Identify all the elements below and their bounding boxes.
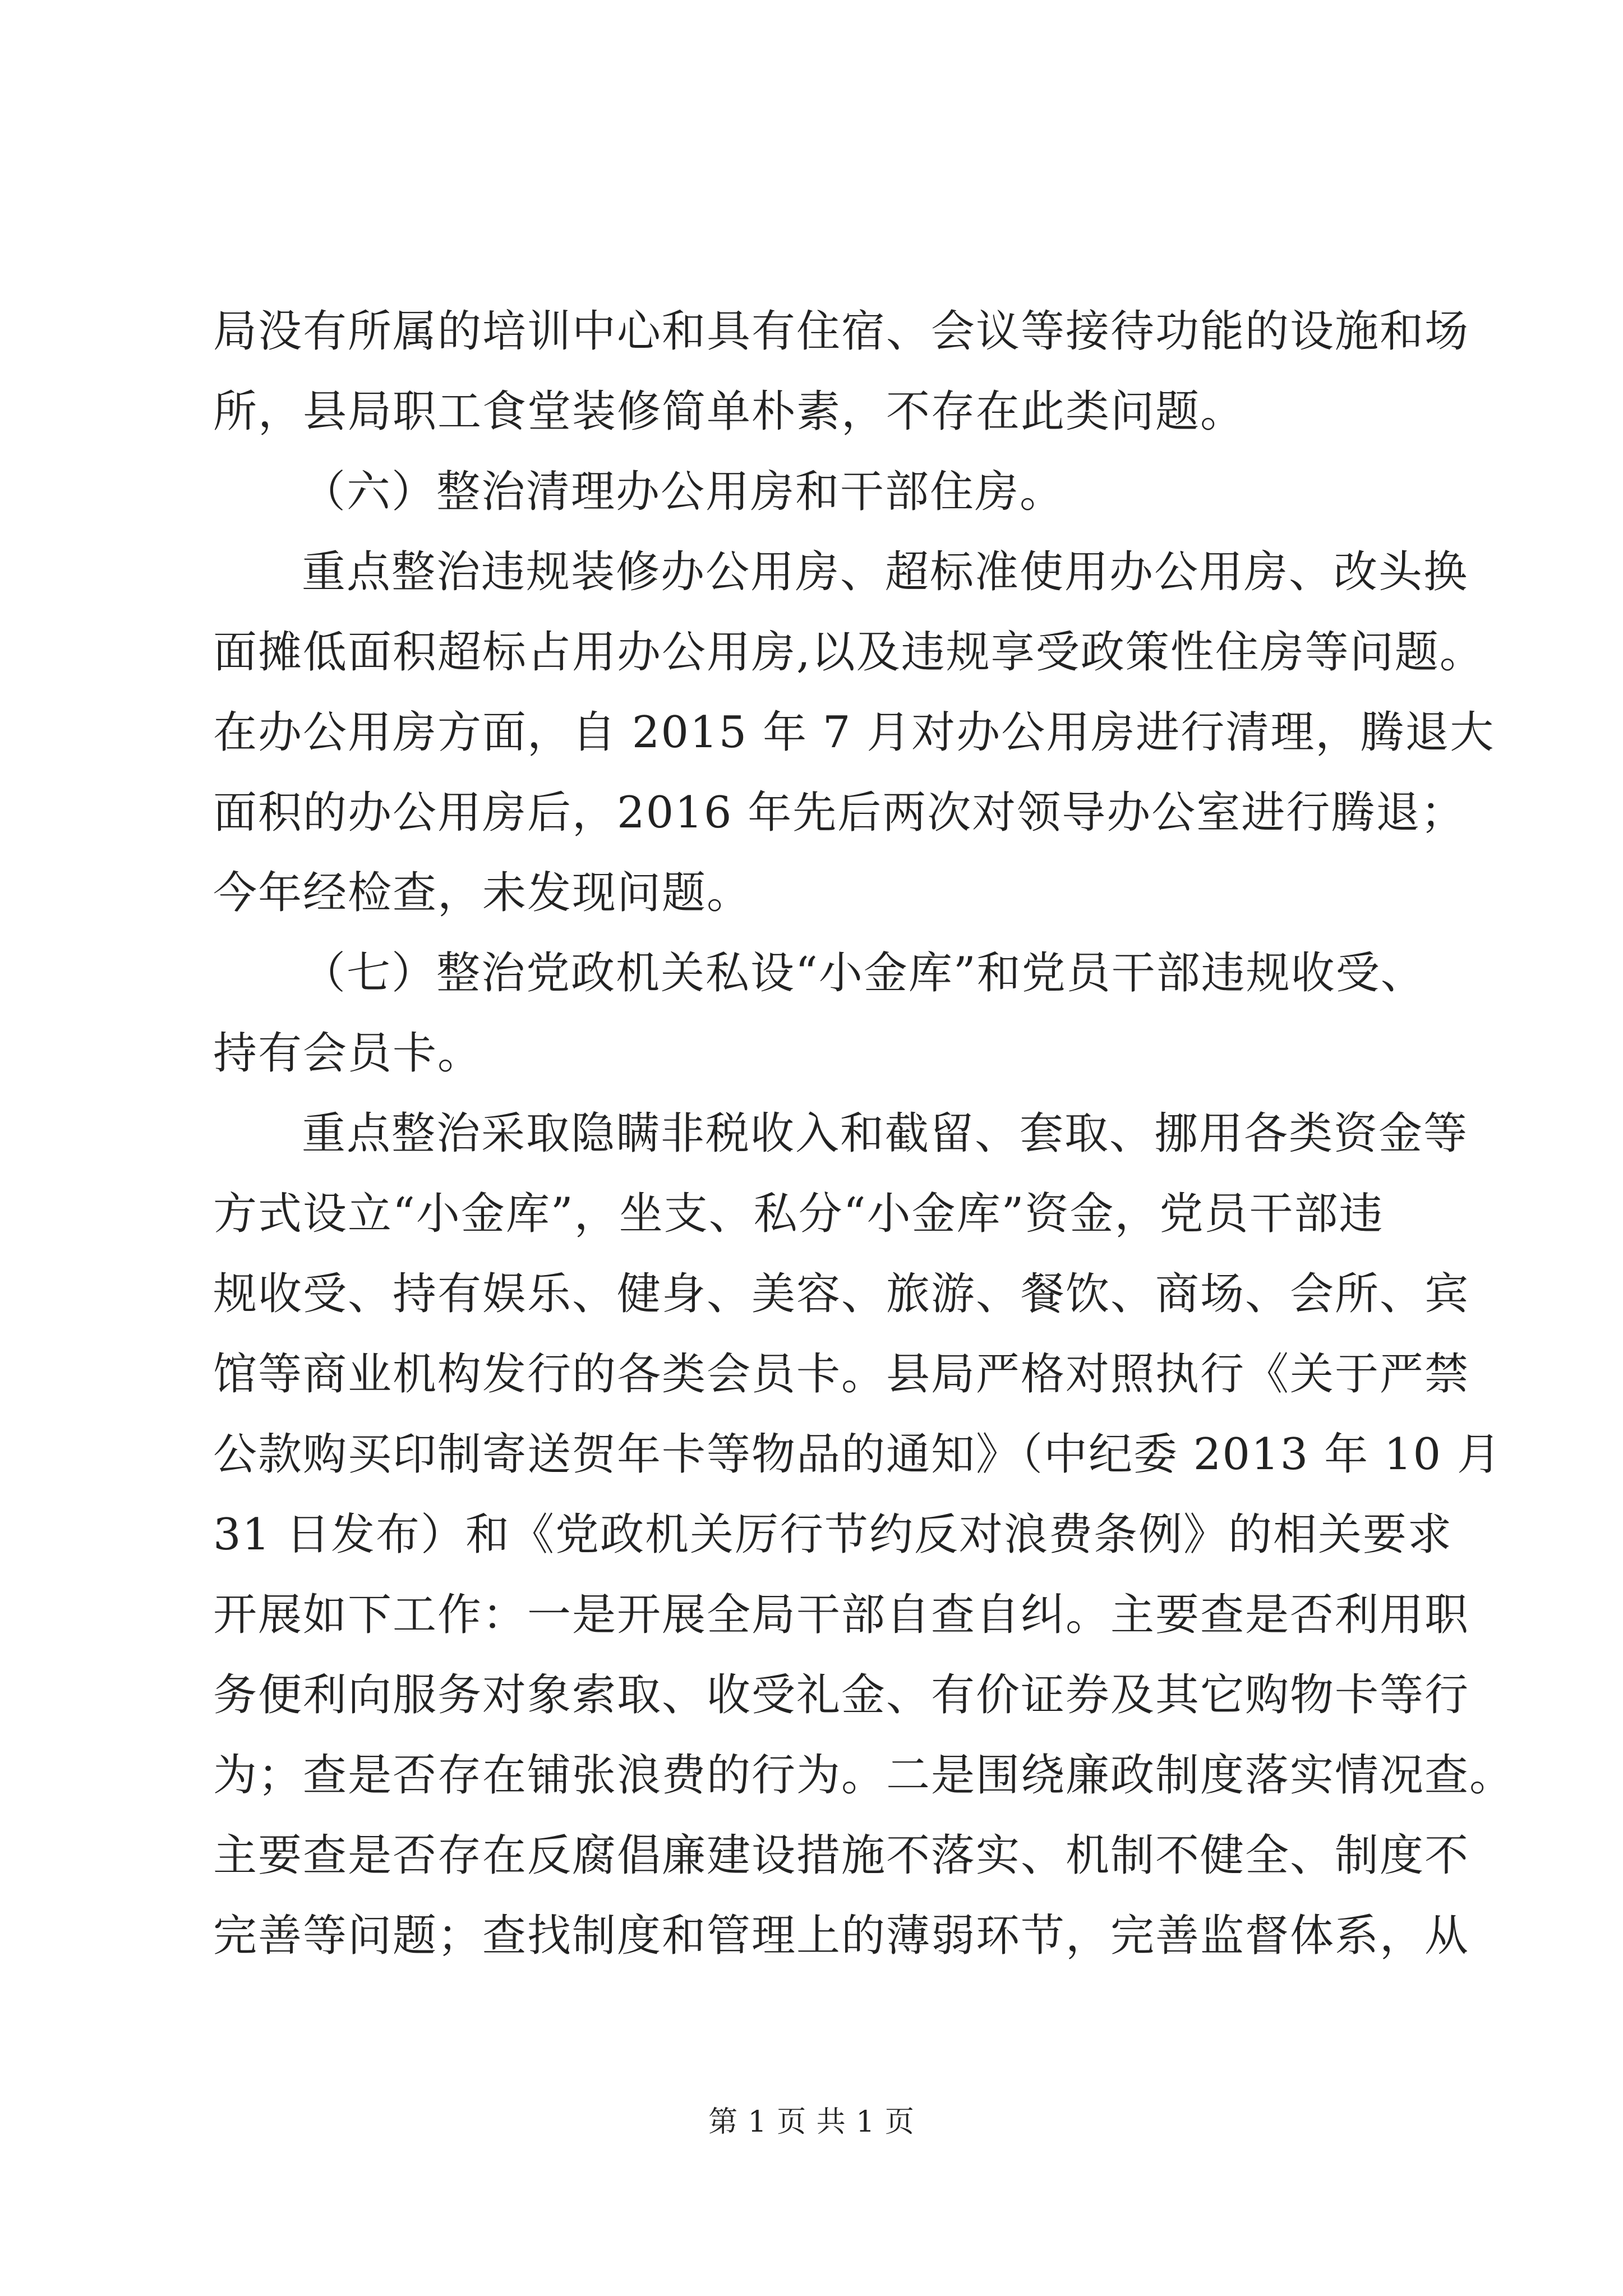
section-heading: （七）整治党政机关私设“小金库”和党员干部违规收受、 xyxy=(302,948,1426,999)
section-heading: （六）整治清理办公用房和干部住房。 xyxy=(302,467,1065,517)
body-line: 31 日发布）和《党政机关厉行节约反对浪费条例》的相关要求 xyxy=(213,1510,1453,1560)
body-line: 重点整治违规装修办公用房、超标准使用办公用房、改头换 xyxy=(302,547,1469,597)
body-line: 公款购买印制寄送贺年卡等物品的通知》（中纪委 2013 年 10 月 xyxy=(213,1429,1502,1480)
body-line: 重点整治采取隐瞒非税收入和截留、套取、挪用各类资金等 xyxy=(302,1108,1469,1159)
body-line: 方式设立“小金库”，坐支、私分“小金库”资金，党员干部违 xyxy=(213,1189,1384,1239)
body-line: 面摊低面积超标占用办公用房,以及违规享受政策性住房等问题。 xyxy=(213,627,1484,678)
section-heading-continued: 持有会员卡。 xyxy=(213,1028,483,1079)
body-line: 开展如下工作：一是开展全局干部自查自纠。主要查是否利用职 xyxy=(213,1590,1470,1640)
body-line: 所，县局职工食堂装修简单朴素，不存在此类问题。 xyxy=(213,386,1246,437)
body-line: 为；查是否存在铺张浪费的行为。二是围绕廉政制度落实情况查。 xyxy=(213,1750,1515,1801)
body-line: 今年经检查，未发现问题。 xyxy=(213,868,752,918)
body-line: 完善等问题；查找制度和管理上的薄弱环节，完善监督体系，从 xyxy=(213,1911,1470,1961)
body-line: 在办公用房方面，自 2015 年 7 月对办公用房进行清理，腾退大 xyxy=(213,707,1495,758)
body-line: 务便利向服务对象索取、收受礼金、有价证券及其它购物卡等行 xyxy=(213,1670,1470,1720)
body-line: 局没有所属的培训中心和具有住宿、会议等接待功能的设施和场 xyxy=(213,306,1470,357)
body-line: 面积的办公用房后，2016 年先后两次对领导办公室进行腾退； xyxy=(213,788,1466,838)
page-footer xyxy=(0,2098,1623,2140)
body-line: 规收受、持有娱乐、健身、美容、旅游、餐饮、商场、会所、宾 xyxy=(213,1269,1470,1319)
page-number: 第 1 页 共 1 页 xyxy=(708,2105,915,2139)
document-body xyxy=(213,292,1515,1976)
body-line: 馆等商业机构发行的各类会员卡。县局严格对照执行《关于严禁 xyxy=(213,1349,1470,1400)
body-line: 主要查是否存在反腐倡廉建设措施不落实、机制不健全、制度不 xyxy=(213,1830,1470,1881)
